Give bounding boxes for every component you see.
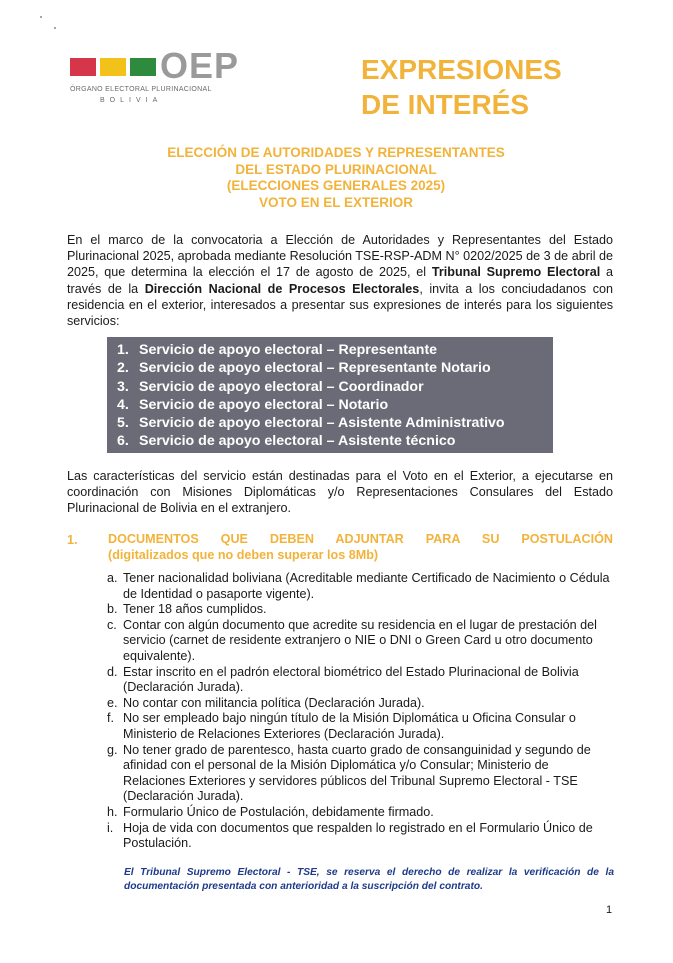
requirement-letter: i. (107, 820, 114, 835)
requirement-item (107, 602, 613, 618)
service-number: 3. (117, 378, 129, 395)
intro-text-2: a través de la (67, 265, 613, 296)
green-bar-icon (130, 58, 156, 76)
requirement-letter: f. (107, 711, 114, 726)
intro-bold-tse: Tribunal Supremo Electoral (431, 265, 601, 280)
logo-country: BOLIVIA (100, 97, 163, 104)
logo-acronym: OEP (160, 45, 240, 86)
flag-bars-icon (70, 58, 158, 76)
intro-paragraph (67, 232, 613, 329)
requirement-text: Tener nacionalidad boliviana (Acreditable mediante Certificado de Nacimiento o Cédula de Identidad o pasaporte vigente). (123, 571, 610, 601)
services-box (107, 337, 553, 453)
section-title (108, 531, 613, 563)
requirement-text: No ser empleado bajo ningún título de la Misión Diplomática u Oficina Consular o Ministerio de Relaciones Exteriores (Declaración Jurada). (123, 711, 576, 741)
service-item (117, 359, 553, 377)
requirement-letter: h. (107, 804, 118, 819)
service-characteristics-paragraph: Las características del servicio están destinadas para el Voto en el Exterior, a ejecutarse en coordinación con Misiones Diplomáticas y/o Representaciones Consulares del Estado Plurinacional de Bolivia en el extranjero. (67, 469, 613, 516)
service-text: Servicio de apoyo electoral – Asistente Administrativo (139, 415, 505, 432)
requirement-text: No tener grado de parentesco, hasta cuarto grado de consanguinidad y segundo de afinidad con el personal de la Misión Diplomática y/o Consular; Ministerio de Relaciones Exteriores y servidores públicos del Tribunal Supremo Electoral - TSE (Declaración Jurada). (123, 742, 591, 804)
section-number: 1. (67, 533, 78, 547)
requirement-item (107, 571, 613, 602)
header-title-line2: DE INTERÉS (361, 89, 530, 120)
header-title-line1: EXPRESIONES (361, 54, 562, 85)
service-item (117, 432, 553, 450)
section-title-line1: DOCUMENTOS QUE DEBEN ADJUNTAR PARA SU POSTULACIÓN (108, 532, 613, 546)
requirement-letter: b. (107, 602, 118, 617)
service-text: Servicio de apoyo electoral – Coordinador (139, 378, 424, 395)
requirement-item (107, 665, 613, 696)
requirement-item (107, 696, 613, 712)
requirement-item (107, 618, 613, 665)
requirements-list (107, 571, 613, 852)
service-item (117, 378, 553, 396)
document-subtitle (120, 145, 552, 211)
requirement-text: Tener 18 años cumplidos. (123, 602, 267, 617)
service-text: Servicio de apoyo electoral – Notario (139, 396, 389, 413)
service-number: 6. (117, 433, 129, 450)
subtitle-line2: DEL ESTADO PLURINACIONAL (235, 161, 437, 177)
service-text: Servicio de apoyo electoral – Representante Notario (139, 360, 491, 377)
subtitle-line3: (ELECCIONES GENERALES 2025) (226, 178, 446, 193)
yellow-bar-icon (100, 58, 126, 76)
service-number: 1. (117, 342, 129, 358)
red-bar-icon (70, 58, 96, 76)
section-title-line2: (digitalizados que no deben superar los 8Mb) (108, 548, 379, 562)
requirement-item (107, 743, 613, 805)
requirement-text: Contar con algún documento que acredite su residencia en el lugar de prestación del servicio (carnet de residente extranjero o NIE o DNI o Green Card u otro documento equivalente). (123, 617, 597, 663)
page-number: 1 (606, 904, 613, 916)
subtitle-line4: VOTO EN EL EXTERIOR (258, 194, 414, 210)
service-item (117, 414, 553, 432)
service-item (117, 396, 553, 414)
requirement-item (107, 711, 613, 742)
service-number: 4. (117, 396, 129, 413)
requirement-letter: e. (107, 695, 118, 710)
requirement-text: Hoja de vida con documentos que respalden lo registrado en el Formulario Único de Postulación. (123, 820, 593, 851)
oep-logo (70, 45, 270, 112)
requirement-text: Estar inscrito en el padrón electoral biométrico del Estado Plurinacional de Bolivia (Declaración Jurada). (123, 664, 579, 695)
verification-note: El Tribunal Supremo Electoral - TSE, se reserva el derecho de realizar la verificación de la documentación presentada con anterioridad a la suscripción del contrato. (124, 867, 614, 892)
requirement-text: No contar con militancia política (Declaración Jurada). (123, 695, 425, 710)
service-number: 5. (117, 415, 129, 432)
intro-bold-dnpe: Dirección Nacional de Procesos Electorales (144, 281, 420, 296)
requirement-item (107, 805, 613, 821)
intro-text-3: , invita a los conciudadanos con residencia en el exterior, interesados a presentar sus expresiones de interés para los siguientes servicios: (67, 281, 613, 329)
scan-speck (40, 16, 42, 18)
requirement-letter: d. (107, 664, 118, 679)
header-title (361, 52, 611, 122)
requirement-letter: a. (107, 571, 118, 585)
service-number: 2. (117, 360, 129, 377)
requirement-item (107, 821, 613, 852)
subtitle-line1: ELECCIÓN DE AUTORIDADES Y REPRESENTANTES (167, 145, 505, 160)
services-list (117, 341, 553, 451)
requirement-text: Formulario Único de Postulación, debidamente firmado. (123, 804, 434, 819)
service-text: Servicio de apoyo electoral – Asistente técnico (139, 433, 456, 450)
requirement-letter: g. (107, 742, 118, 757)
scan-speck (54, 27, 56, 29)
intro-text-1: En el marco de la convocatoria a Elección de Autoridades y Representantes del Estado Plurinacional 2025, aprobada mediante Resolución TSE-RSP-ADM N° 0202/2025 de 3 de abril de 2025, que determina la elección el 17 de agosto de 2025, el (67, 233, 613, 280)
requirement-letter: c. (107, 617, 117, 632)
service-item (117, 341, 553, 359)
service-text: Servicio de apoyo electoral – Representante (139, 342, 438, 358)
logo-institution-name: ÓRGANO ELECTORAL PLURINACIONAL (70, 86, 212, 93)
